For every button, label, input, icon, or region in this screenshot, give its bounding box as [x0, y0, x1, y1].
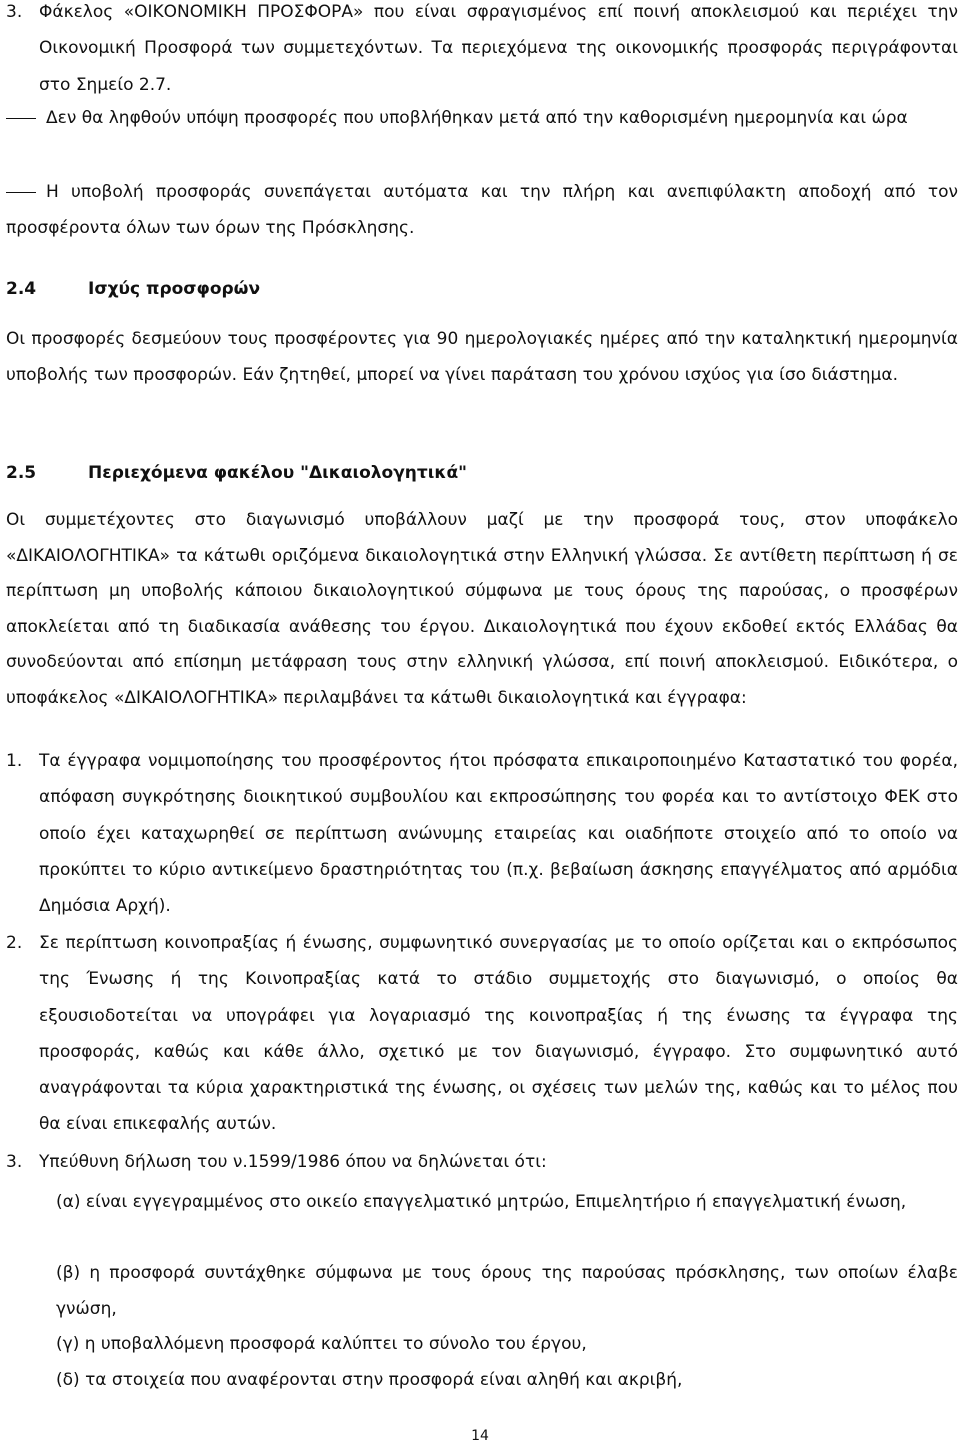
list-item-number: 1.: [6, 751, 23, 771]
numbered-list-item: [6, 1144, 958, 1180]
dash-item-text: Η υποβολή προσφοράς συνεπάγεται αυτόματα και την πλήρη και ανεπιφύλακτη αποδοχή από τον προσφέροντα όλων των όρων της Πρόσκλησης.: [6, 182, 958, 238]
section-heading-2-4: [6, 277, 260, 301]
section-title: Περιεχόμενα φακέλου "Δικαιολογητικά": [88, 463, 467, 483]
section-number: 2.4: [6, 279, 37, 299]
page-number: 14: [471, 1428, 489, 1444]
list-item-text: Σε περίπτωση κοινοπραξίας ή ένωσης, συμφωνητικό συνεργασίας με το οποίο ορίζεται και ο εκπρόσωπος της Ένωσης ή της Κοινοπραξίας κατά το στάδιο συμμετοχής στο διαγωνισμό, ο οποίος θα εξουσιοδοτείται να υπογράφει για λογαριασμό της κοινοπραξίας ή της ένωσης τα έγγραφα της προσφοράς, καθώς και κάθε άλλο, σχετικό με τον διαγωνισμό, έγγραφο. Στο συμφωνητικό αυτό αναγράφονται τα κύρια χαρακτηριστικά της ένωσης, οι σχέσεις των μελών της, καθώς και το μέλος που θα είναι επικεφαλής αυτών.: [39, 933, 958, 1135]
dash-item-text: Δεν θα ληφθούν υπόψη προσφορές που υποβλήθηκαν μετά από την καθορισμένη ημερομηνία και ώρα: [46, 108, 908, 128]
sub-list-item: (α) είναι εγγεγραμμένος στο οικείο επαγγελματικό μητρώο, Επιμελητήριο ή επαγγελματική ένωση,: [56, 1192, 907, 1212]
dash-item: [6, 101, 958, 137]
dash-item: [6, 175, 958, 246]
list-item-number: 3.: [6, 2, 23, 22]
numbered-list-item: [6, 925, 958, 1143]
dash-bullet-icon: [6, 192, 36, 193]
section-body-2-4: Οι προσφορές δεσμεύουν τους προσφέροντες για 90 ημερολογιακές ημέρες από την καταληκτική ημερομηνία υποβολής των προσφορών. Εάν ζητηθεί, μπορεί να γίνει παράταση του χρόνου ισχύος για ίσο διάστημα.: [6, 329, 958, 385]
sub-list-item: (δ) τα στοιχεία που αναφέρονται στην προσφορά είναι αληθή και ακριβή,: [56, 1370, 683, 1390]
list-item-number: 3.: [6, 1152, 23, 1172]
list-item-text: Υπεύθυνη δήλωση του ν.1599/1986 όπου να δηλώνεται ότι:: [39, 1152, 547, 1172]
sub-list-item: (β) η προσφορά συντάχθηκε σύμφωνα με τους όρους της παρούσας πρόσκλησης, των οποίων έλαβε γνώση,: [56, 1263, 958, 1319]
section-heading-2-5: [6, 461, 467, 485]
top-list-item: [6, 0, 958, 103]
dash-bullet-icon: [6, 118, 36, 119]
section-number: 2.5: [6, 463, 37, 483]
list-item-number: 2.: [6, 933, 23, 953]
list-item-text: Φάκελος «ΟΙΚΟΝΟΜΙΚΗ ΠΡΟΣΦΟΡΑ» που είναι σφραγισμένος επί ποινή αποκλεισμού και περιέχει την Οικονομική Προσφορά των συμμετεχόντων. Τα περιεχόμενα της οικονομικής προσφοράς περιγράφονται στο Σημείο 2.7.: [39, 2, 958, 95]
section-title: Ισχύς προσφορών: [88, 279, 261, 299]
numbered-list-item: [6, 743, 958, 924]
section-body-2-5: Οι συμμετέχοντες στο διαγωνισμό υποβάλλουν μαζί με την προσφορά τους, στον υποφάκελο «ΔΙΚΑΙΟΛΟΓΗΤΙΚΑ» τα κάτωθι οριζόμενα δικαιολογητικά στην Ελληνική γλώσσα. Σε αντίθετη περίπτωση ή σε περίπτωση μη υποβολής κάποιου δικαιολογητικού σύμφωνα με τους όρους της παρούσας, ο προσφέρων αποκλείεται από τη διαδικασία ανάθεσης του έργου. Δικαιολογητικά που έχουν εκδοθεί εκτός Ελλάδας θα συνοδεύονται από επίσημη μετάφραση τους στην ελληνική γλώσσα, επί ποινή αποκλεισμού. Ειδικότερα, ο υποφάκελος «ΔΙΚΑΙΟΛΟΓΗΤΙΚΑ» περιλαμβάνει τα κάτωθι δικαιολογητικά και έγγραφα:: [6, 510, 958, 708]
sub-list-item: (γ) η υποβαλλόμενη προσφορά καλύπτει το σύνολο του έργου,: [56, 1334, 587, 1354]
list-item-text: Τα έγγραφα νομιμοποίησης του προσφέροντος ήτοι πρόσφατα επικαιροποιημένο Καταστατικό του φορέα, απόφαση συγκρότησης διοικητικού συμβουλίου και εκπροσώπησης του φορέα και το αντίστοιχο ΦΕΚ στο οποίο έχει καταχωρηθεί σε περίπτωση ανώνυμης εταιρείας και οιαδήποτε στοιχείο από το οποίο να προκύπτει το κύριο αντικείμενο δραστηριότητας του (π.χ. βεβαίωση άσκησης επαγγέλματος από αρμόδια Δημόσια Αρχή).: [39, 751, 958, 917]
